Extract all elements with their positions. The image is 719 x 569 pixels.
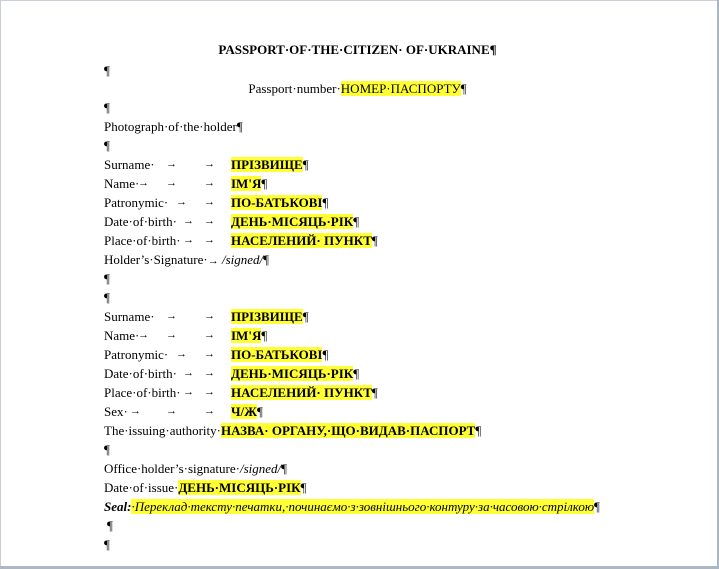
surname-label: Surname· xyxy=(104,309,155,324)
office-signature-value: /signed/ xyxy=(239,461,282,476)
empty-paragraph xyxy=(104,99,110,116)
surname-row xyxy=(104,156,309,173)
issuing-authority-label: The·issuing·authority· xyxy=(104,423,221,438)
tab-arrow-icon: → xyxy=(204,329,215,341)
passport-number-value: НОМЕР·ПАСПОРТУ xyxy=(340,81,461,96)
pilcrow-mark: ¶ xyxy=(104,290,110,305)
pilcrow-mark: ¶ xyxy=(594,499,600,514)
name-row xyxy=(104,175,267,192)
patronymic-value: ПО-БАТЬКОВІ xyxy=(231,195,323,210)
tab-arrow-icon: → xyxy=(166,177,177,189)
place-of-birth-label: Place·of·birth· xyxy=(104,385,181,400)
document-title xyxy=(0,41,715,58)
patronymic-value: ПО-БАТЬКОВІ xyxy=(231,347,323,362)
passport-number-label: Passport·number· xyxy=(248,81,341,96)
pilcrow-mark: ¶ xyxy=(353,366,360,381)
date-of-birth-value: ДЕНЬ·МІСЯЦЬ·РІК xyxy=(231,214,354,229)
date-of-birth-label: Date·of·birth· xyxy=(104,214,177,229)
tab-arrow-icon: → xyxy=(183,367,194,379)
holder-signature-value: /signed/ xyxy=(221,252,264,267)
pilcrow-mark: ¶ xyxy=(489,42,497,57)
tab-arrow-icon: → xyxy=(138,329,149,341)
passport-number-line xyxy=(0,80,715,97)
patronymic-row xyxy=(104,346,328,363)
tab-arrow-icon: → xyxy=(183,234,194,246)
place-of-birth-label: Place·of·birth· xyxy=(104,233,181,248)
place-of-birth-value: НАСЕЛЕНИЙ· ПУНКТ xyxy=(231,385,372,400)
issuing-authority-row xyxy=(104,422,481,439)
tab-arrow-icon: → xyxy=(166,405,177,417)
tab-arrow-icon: → xyxy=(166,310,177,322)
pilcrow-mark: ¶ xyxy=(263,252,270,267)
tab-arrow-icon: → xyxy=(176,196,187,208)
tab-arrow-icon: → xyxy=(183,215,194,227)
photo-label: Photograph·of·the·holder xyxy=(104,119,237,134)
pilcrow-mark: ¶ xyxy=(353,214,360,229)
pilcrow-mark: ¶ xyxy=(322,195,329,210)
place-of-birth-value: НАСЕЛЕНИЙ· ПУНКТ xyxy=(231,233,372,248)
pilcrow-mark: ¶ xyxy=(257,404,263,419)
seal-label: Seal: xyxy=(104,499,132,514)
tab-arrow-icon: → xyxy=(204,405,215,417)
pilcrow-mark: ¶ xyxy=(104,138,110,153)
patronymic-row xyxy=(104,194,328,211)
surname-row xyxy=(104,308,309,325)
date-of-issue-value: ДЕНЬ·МІСЯЦЬ·РІК xyxy=(178,480,301,495)
surname-value: ПРІЗВИЩЕ xyxy=(231,157,303,172)
tab-arrow-icon: → xyxy=(138,177,149,189)
date-of-birth-value: ДЕНЬ·МІСЯЦЬ·РІК xyxy=(231,366,354,381)
pilcrow-mark: ¶ xyxy=(302,309,309,324)
place-of-birth-row xyxy=(104,384,378,401)
pilcrow-mark: ¶ xyxy=(104,442,110,457)
pilcrow-mark: ¶ xyxy=(281,461,288,476)
photo-line xyxy=(104,118,243,135)
pilcrow-mark: ¶ xyxy=(261,176,268,191)
tab-arrow-icon: → xyxy=(204,367,215,379)
tab-arrow-icon: → xyxy=(204,348,215,360)
date-of-issue-row xyxy=(104,479,306,496)
seal-row xyxy=(104,498,600,515)
sex-row xyxy=(104,403,263,420)
pilcrow-mark: ¶ xyxy=(261,328,268,343)
sex-label: Sex· xyxy=(104,404,128,419)
tab-arrow-icon: → xyxy=(204,386,215,398)
office-signature-row xyxy=(104,460,287,477)
place-of-birth-row xyxy=(104,232,378,249)
empty-paragraph xyxy=(104,137,110,154)
pilcrow-mark: ¶ xyxy=(107,518,113,533)
pilcrow-mark: ¶ xyxy=(475,423,482,438)
tab-arrow-icon: → xyxy=(204,158,215,170)
holder-signature-label: Holder’s·Signature· xyxy=(104,252,208,267)
seal-value: ·Переклад·тексту·печатки,·починаємо·з·зовнішнього·контуру·за·часовою·стрілкою xyxy=(131,499,595,514)
tab-arrow-icon: → xyxy=(204,234,215,246)
tab-arrow-icon: → xyxy=(204,215,215,227)
pilcrow-mark: ¶ xyxy=(300,480,307,495)
pilcrow-mark: ¶ xyxy=(104,100,110,115)
date-of-issue-label: Date·of·issue· xyxy=(104,480,179,495)
tab-arrow-icon: → xyxy=(204,177,215,189)
sex-value: Ч/Ж xyxy=(231,404,258,419)
holder-signature-row xyxy=(104,251,269,268)
date-of-birth-row xyxy=(104,213,359,230)
empty-paragraph xyxy=(104,441,110,458)
tab-arrow-icon: → xyxy=(176,348,187,360)
pilcrow-mark: ¶ xyxy=(236,119,243,134)
issuing-authority-value: НАЗВА· ОРГАНУ,·ЩО·ВИДАВ·ПАСПОРТ xyxy=(220,423,476,438)
pilcrow-mark: ¶ xyxy=(322,347,329,362)
pilcrow-mark: ¶ xyxy=(302,157,309,172)
surname-value: ПРІЗВИЩЕ xyxy=(231,309,303,324)
empty-paragraph xyxy=(107,517,113,534)
tab-arrow-icon: → xyxy=(130,405,141,417)
office-signature-label: Office·holder’s·signature· xyxy=(104,461,240,476)
pilcrow-mark: ¶ xyxy=(104,63,110,78)
date-of-birth-label: Date·of·birth· xyxy=(104,366,177,381)
pilcrow-mark: ¶ xyxy=(460,81,467,96)
tab-arrow-icon: → xyxy=(166,158,177,170)
empty-paragraph xyxy=(104,536,110,553)
tab-arrow-icon: → xyxy=(204,310,215,322)
patronymic-label: Patronymic· xyxy=(104,347,169,362)
pilcrow-mark: ¶ xyxy=(104,537,110,552)
name-value: ІМ'Я xyxy=(231,176,262,191)
pilcrow-mark: ¶ xyxy=(371,233,378,248)
surname-label: Surname· xyxy=(104,157,155,172)
empty-paragraph xyxy=(104,62,110,79)
tab-arrow-icon: → xyxy=(204,196,215,208)
tab-arrow-icon: → xyxy=(207,255,219,267)
pilcrow-mark: ¶ xyxy=(104,271,110,286)
empty-paragraph xyxy=(104,270,110,287)
name-value: ІМ'Я xyxy=(231,328,262,343)
name-label: Name· xyxy=(104,176,140,191)
pilcrow-mark: ¶ xyxy=(371,385,378,400)
title-text: PASSPORT·OF·THE·CITIZEN· OF·UKRAINE xyxy=(218,42,490,57)
empty-paragraph xyxy=(104,289,110,306)
patronymic-label: Patronymic· xyxy=(104,195,169,210)
name-row xyxy=(104,327,267,344)
name-label: Name· xyxy=(104,328,140,343)
tab-arrow-icon: → xyxy=(183,386,194,398)
tab-arrow-icon: → xyxy=(166,329,177,341)
date-of-birth-row xyxy=(104,365,359,382)
